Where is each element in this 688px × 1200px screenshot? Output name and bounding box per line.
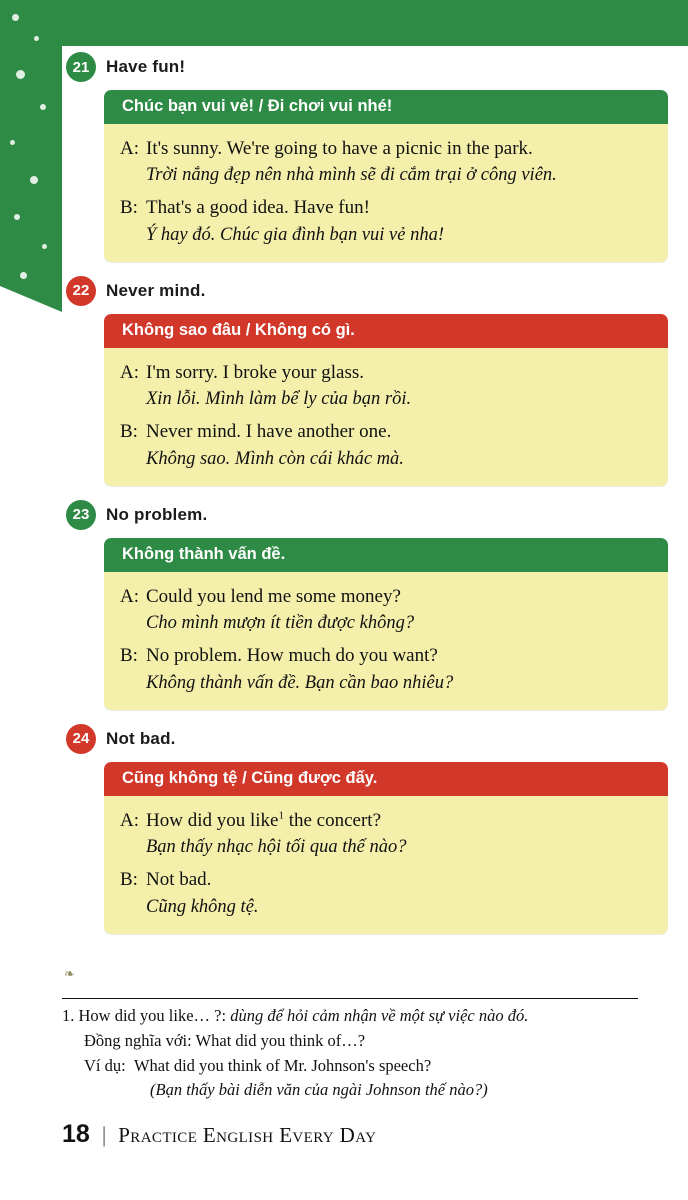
dialogue-vietnamese: Cho mình mượn ít tiền được không? (146, 613, 415, 634)
entry-vietnamese-title: Không sao đâu / Không có gì. (104, 314, 668, 348)
entry-number-badge: 22 (66, 276, 96, 306)
corner-notch (0, 286, 62, 312)
dialogue-english (146, 808, 652, 834)
entry-english-title: Not bad. (106, 728, 176, 748)
speaker-label: A: (120, 585, 139, 607)
dialogue-english: That's a good idea. Have fun! (146, 197, 370, 219)
decorative-dot (10, 140, 15, 145)
decorative-dot (14, 214, 20, 220)
speaker-label: A: (120, 361, 139, 383)
dialogue-vietnamese: Không sao. Mình còn cái khác mà. (146, 448, 404, 469)
dialogue-english: It's sunny. We're going to have a picnic in the park. (146, 138, 533, 159)
footnote-block (62, 1004, 662, 1103)
speaker-label: A: (120, 809, 139, 831)
dialogue-english: Not bad. (146, 869, 212, 891)
speaker-label: B: (120, 869, 138, 891)
decorative-green-corner (0, 0, 62, 312)
dialogue-line (120, 643, 652, 669)
dialogue-english: Could you lend me some money? (146, 585, 401, 607)
decorative-dot (16, 70, 25, 79)
footer-separator: | (101, 1122, 107, 1147)
decorative-dot (12, 14, 19, 21)
entry-number-badge: 24 (66, 724, 96, 754)
dialogue-line (120, 360, 652, 386)
dialogue-english-before: How did you like (146, 809, 279, 831)
footnote-line-1-italic: dùng để hỏi cảm nhận về một sự việc nào đó. (230, 1006, 529, 1025)
footnote-example-text: What did you think of Mr. Johnson's speech? (133, 1055, 432, 1075)
entry-card (104, 538, 668, 710)
entry-23 (62, 500, 668, 710)
footnote-example-label: Ví dụ: (84, 1055, 126, 1075)
entry-header (62, 500, 668, 530)
dialogue-vietnamese: Bạn thấy nhạc hội tối qua thế nào? (146, 837, 407, 858)
dialogue-vietnamese: Trời nắng đẹp nên nhà mình sẽ đi cắm trại ở công viên. (146, 165, 557, 186)
page-scuff-mark: ❧ (64, 966, 75, 981)
footnote-line-2: Đồng nghĩa với: What did you think of…? (84, 1030, 366, 1050)
entry-vietnamese-title: Cũng không tệ / Cũng được đấy. (104, 762, 668, 796)
footnote-divider (62, 998, 638, 999)
entry-vietnamese-title: Không thành vấn đề. (104, 538, 668, 572)
entry-dialogue (104, 796, 668, 934)
dialogue-english: No problem. How much do you want? (146, 645, 438, 667)
speaker-label: B: (120, 645, 138, 667)
entry-english-title: Never mind. (106, 280, 206, 300)
lesson-entries (62, 52, 668, 940)
dialogue-line (120, 195, 652, 221)
decorative-dot (20, 272, 27, 279)
entry-21 (62, 52, 668, 262)
entry-22 (62, 276, 668, 486)
page-number: 18 (62, 1120, 90, 1148)
dialogue-english: Never mind. I have another one. (146, 421, 392, 443)
dialogue-vietnamese: Cũng không tệ. (146, 896, 259, 917)
entry-dialogue (104, 348, 668, 486)
footnote-marker: 1 (278, 809, 284, 822)
entry-dialogue (104, 124, 668, 262)
entry-vietnamese-title: Chúc bạn vui vẻ! / Đi chơi vui nhé! (104, 90, 668, 124)
footnote-line-1-plain: 1. How did you like… ?: (62, 1006, 231, 1025)
dialogue-line (120, 419, 652, 445)
dialogue-english-after: the concert? (283, 809, 382, 831)
dialogue-line (120, 584, 652, 610)
entry-number-badge: 21 (66, 52, 96, 82)
dialogue-line (120, 867, 652, 893)
entry-card (104, 762, 668, 934)
speaker-label: B: (120, 421, 138, 443)
page-footer (62, 1120, 376, 1149)
book-title: Practice English Every Day (118, 1123, 377, 1147)
footnote-line-4: (Bạn thấy bài diễn văn của ngài Johnson thế nào?) (150, 1080, 488, 1100)
entry-english-title: Have fun! (106, 57, 186, 76)
decorative-dot (40, 104, 46, 110)
speaker-label: A: (120, 138, 139, 159)
entry-card (104, 90, 668, 262)
dialogue-line (120, 136, 652, 162)
decorative-dot (34, 36, 39, 41)
dialogue-vietnamese: Xin lỗi. Mình làm bể ly của bạn rồi. (146, 389, 412, 410)
decorative-dot (30, 176, 38, 184)
dialogue-vietnamese: Không thành vấn đề. Bạn cần bao nhiêu? (146, 672, 454, 693)
entry-english-title: No problem. (106, 504, 208, 524)
dialogue-line (120, 808, 652, 834)
entry-card (104, 314, 668, 486)
dialogue-vietnamese: Ý hay đó. Chúc gia đình bạn vui vẻ nha! (146, 224, 445, 245)
footnote-line-1 (62, 1004, 662, 1029)
entry-header (62, 52, 668, 82)
dialogue-english: I'm sorry. I broke your glass. (146, 361, 365, 383)
entry-header (62, 276, 668, 306)
footnote-line-3 (62, 1054, 662, 1079)
decorative-green-band-top (0, 0, 688, 46)
entry-24 (62, 724, 668, 934)
entry-number-badge: 23 (66, 500, 96, 530)
decorative-dot (42, 244, 47, 249)
speaker-label: B: (120, 197, 138, 219)
entry-header (62, 724, 668, 754)
entry-dialogue (104, 572, 668, 710)
